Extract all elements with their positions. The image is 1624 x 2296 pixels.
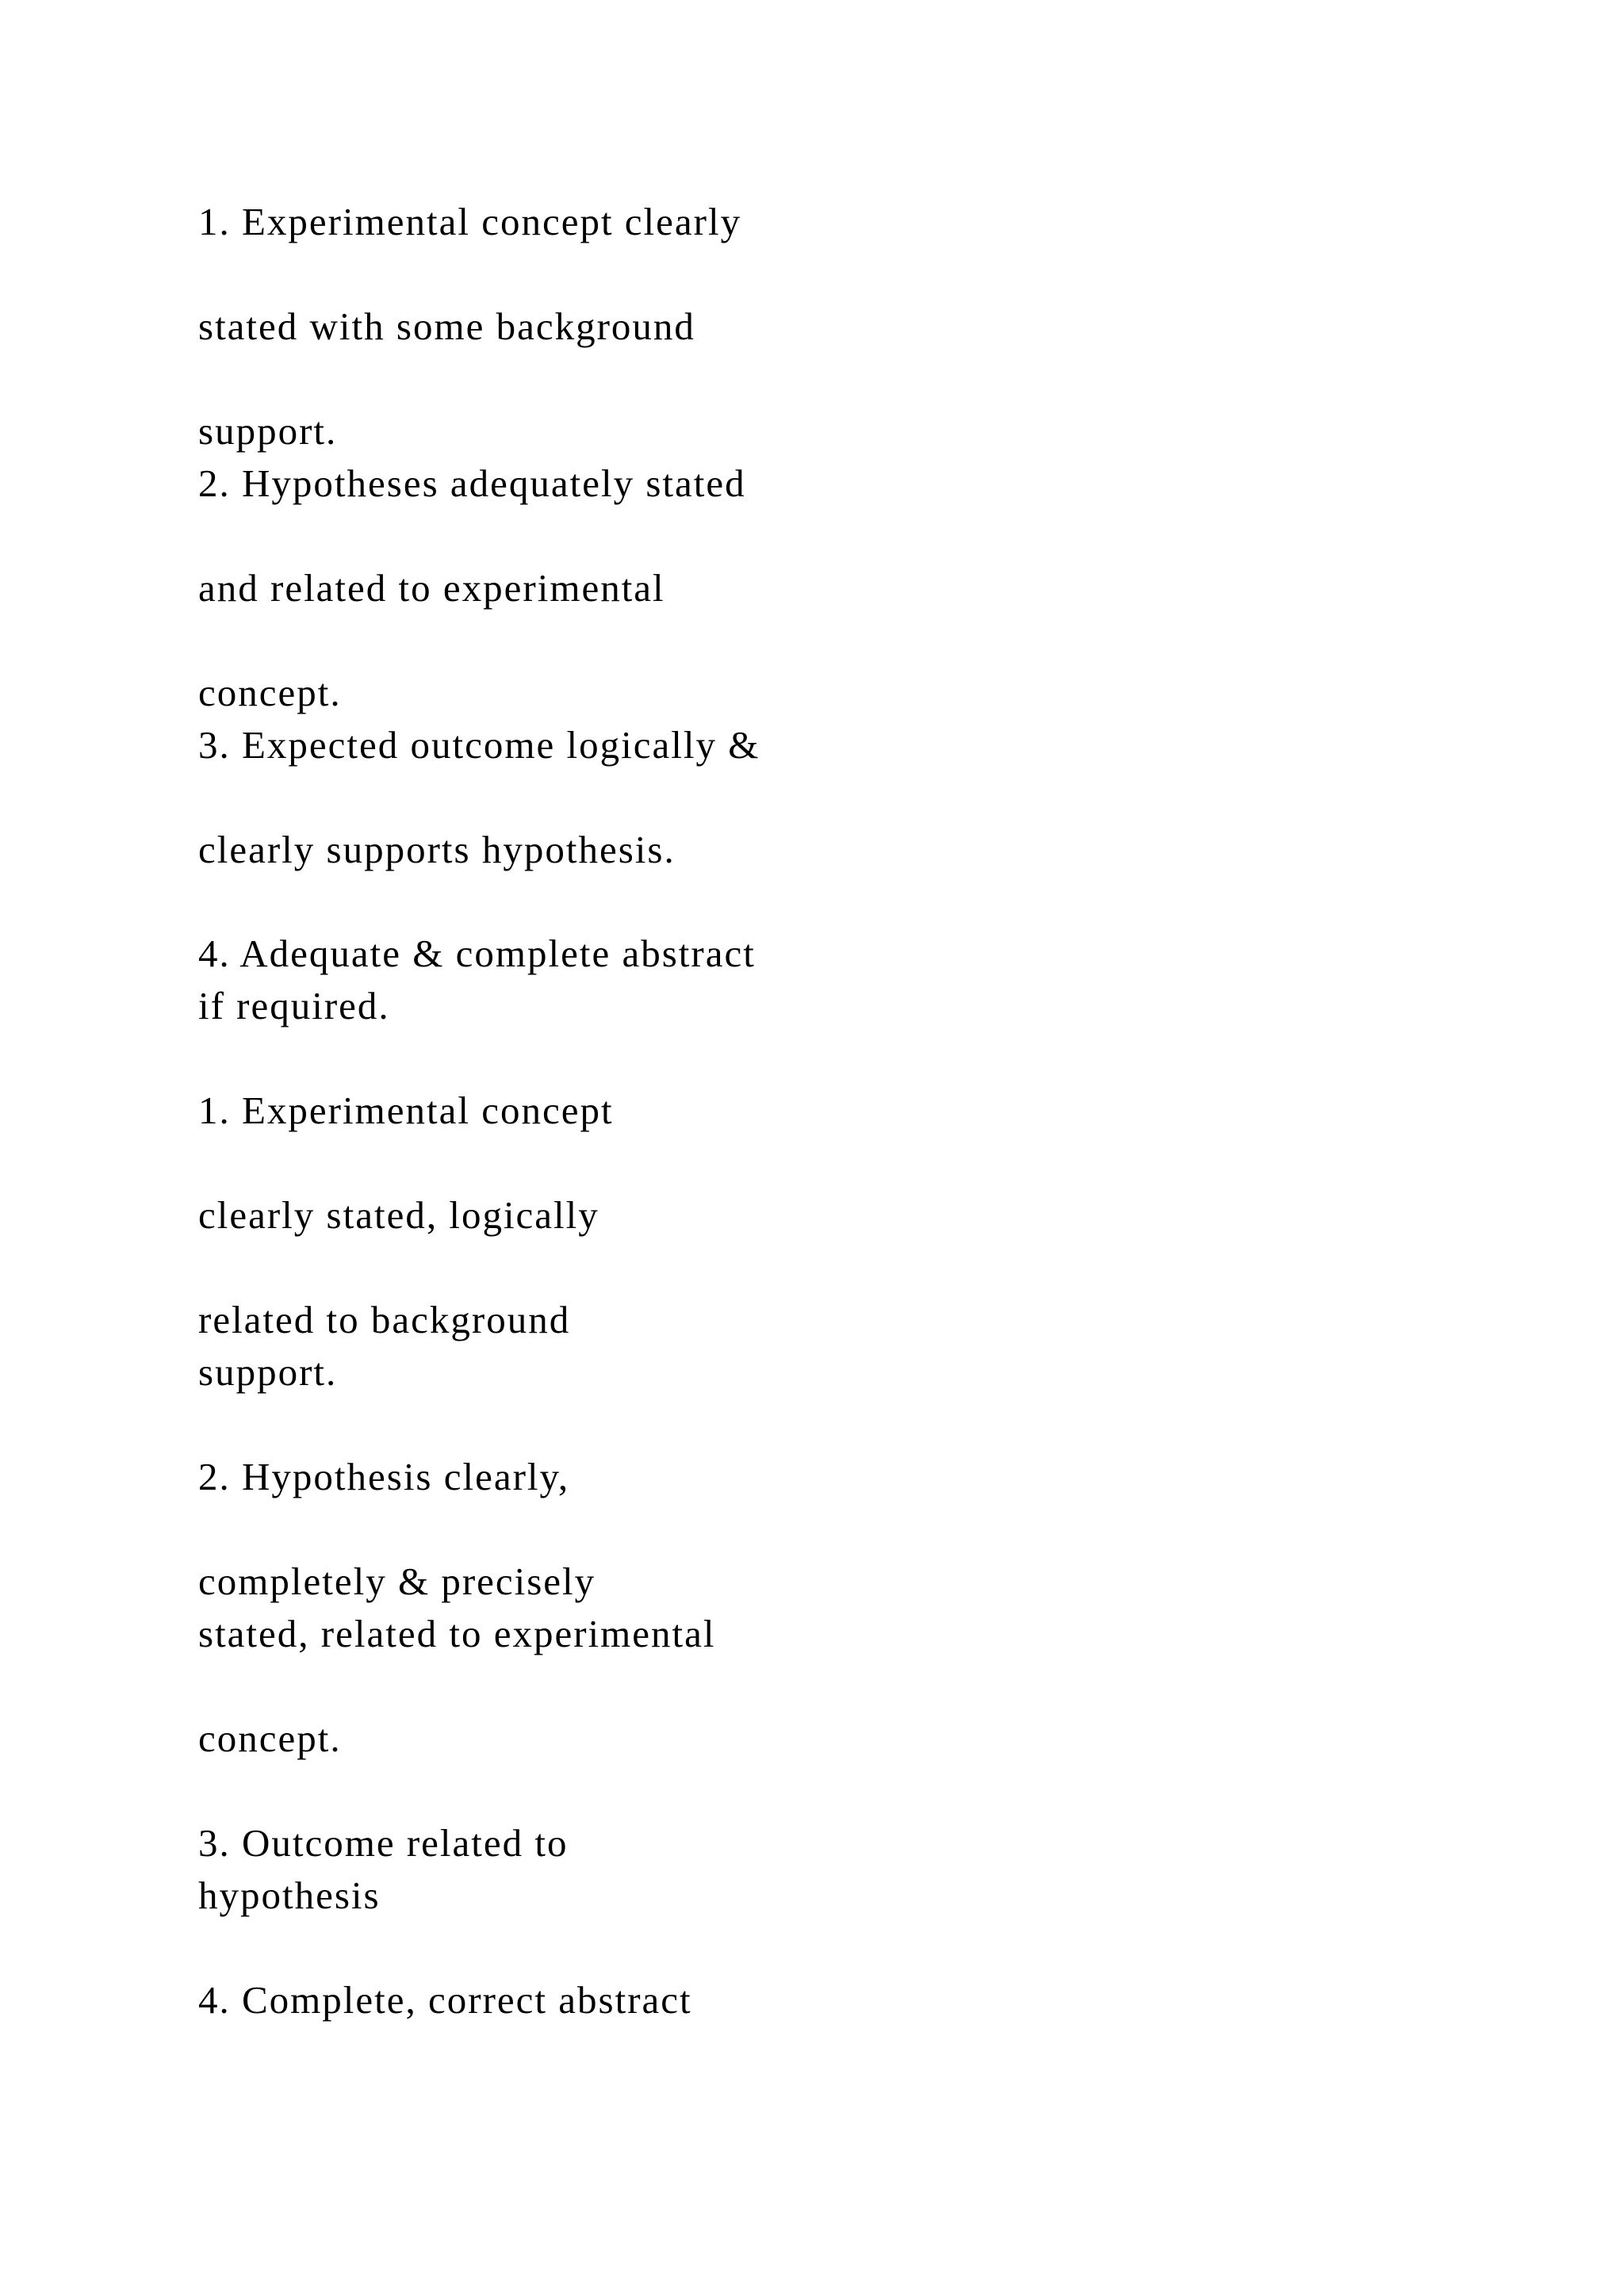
text-line: clearly supports hypothesis.	[198, 828, 676, 871]
text-line: 1. Experimental concept clearly	[198, 200, 742, 243]
text-line: hypothesis	[198, 1873, 381, 1917]
text-line: 2. Hypotheses adequately stated	[198, 461, 746, 505]
text-line: 3. Expected outcome logically &	[198, 723, 760, 767]
text-line: 4. Complete, correct abstract	[198, 1978, 692, 2022]
text-line: 2. Hypothesis clearly,	[198, 1455, 570, 1498]
text-line: related to background	[198, 1298, 571, 1341]
text-line: stated with some background	[198, 304, 695, 348]
text-line: concept.	[198, 671, 342, 714]
text-line: 3. Outcome related to	[198, 1821, 569, 1865]
text-line: support.	[198, 1350, 338, 1394]
text-line: support.	[198, 409, 338, 453]
text-line: 1. Experimental concept	[198, 1089, 614, 1132]
text-line: concept.	[198, 1716, 342, 1760]
text-line: if required.	[198, 984, 390, 1027]
text-line: 4. Adequate & complete abstract	[198, 932, 756, 975]
text-line: clearly stated, logically	[198, 1193, 599, 1237]
text-line: and related to experimental	[198, 566, 665, 610]
text-line: stated, related to experimental	[198, 1612, 716, 1655]
text-line: completely & precisely	[198, 1559, 596, 1603]
